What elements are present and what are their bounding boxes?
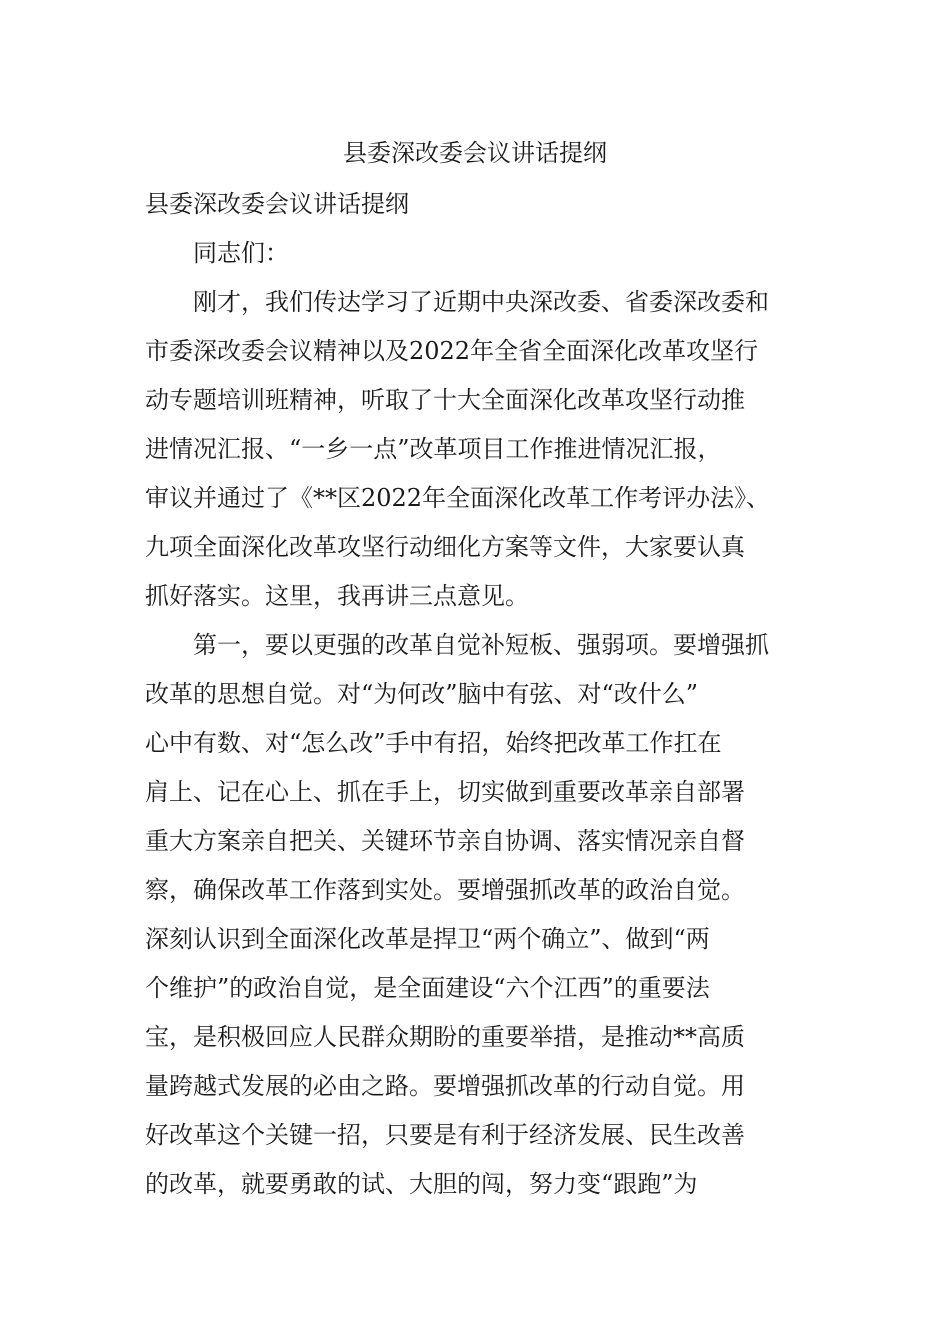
document-heading: 县委深改委会议讲话提纲 <box>145 190 409 218</box>
paragraph-line: 宝，是积极回应人民群众期盼的重要举措，是推动**高质 <box>145 1023 745 1051</box>
paragraph-line: 市委深改委会议精神以及2022年全省全面深化改革攻坚行 <box>145 337 759 365</box>
paragraph-line: 肩上、记在心上、抓在手上，切实做到重要改革亲自部署 <box>145 778 745 806</box>
paragraph-line: 量跨越式发展的必由之路。要增强抓改革的行动自觉。用 <box>145 1072 745 1100</box>
paragraph-line: 进情况汇报、“一乡一点”改革项目工作推进情况汇报， <box>145 435 722 463</box>
paragraph-line: 的改革，就要勇敢的试、大胆的闯，努力变“跟跑”为 <box>145 1170 698 1198</box>
paragraph-line: 深刻认识到全面深化改革是捍卫“两个确立”、做到“两 <box>145 925 710 953</box>
paragraph-line: 重大方案亲自把关、关键环节亲自协调、落实情况亲自督 <box>145 827 745 855</box>
paragraph-line: 刚才，我们传达学习了近期中央深改委、省委深改委和 <box>193 288 769 316</box>
salutation: 同志们： <box>193 239 289 267</box>
paragraph-line: 好改革这个关键一招，只要是有利于经济发展、民生改善 <box>145 1121 745 1149</box>
paragraph-line: 审议并通过了《**区2022年全面深化改革工作考评办法》、 <box>145 484 771 512</box>
paragraph-line: 改革的思想自觉。对“为何改”脑中有弦、对“改什么” <box>145 680 699 708</box>
paragraph-line: 动专题培训班精神，听取了十大全面深化改革攻坚行动推 <box>145 386 745 414</box>
paragraph-line: 九项全面深化改革攻坚行动细化方案等文件，大家要认真 <box>145 533 745 561</box>
paragraph-line: 心中有数、对“怎么改”手中有招，始终把改革工作扛在 <box>145 729 722 757</box>
document-body <box>145 180 830 1209</box>
document-title: 县委深改委会议讲话提纲 <box>343 139 607 167</box>
paragraph-line: 个维护”的政治自觉，是全面建设“六个江西”的重要法 <box>145 974 710 1002</box>
paragraph-line: 抓好落实。这里，我再讲三点意见。 <box>145 582 529 610</box>
paragraph-2 <box>145 621 830 1209</box>
paragraph-line: 第一，要以更强的改革自觉补短板、强弱项。要增强抓 <box>193 631 769 659</box>
paragraph-line: 察，确保改革工作落到实处。要增强抓改革的政治自觉。 <box>145 876 745 904</box>
paragraph-1 <box>145 278 830 621</box>
